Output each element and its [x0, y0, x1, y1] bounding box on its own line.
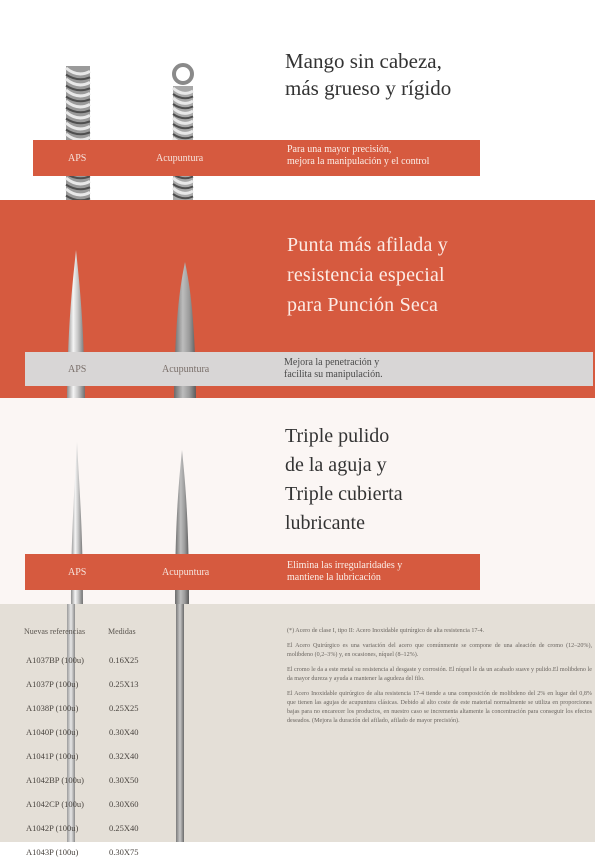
- measure-value: 0.32X40: [109, 751, 139, 761]
- measure-value: 0.25X40: [109, 823, 139, 833]
- title-line: lubricante: [285, 512, 365, 534]
- acupuntura-coiled-handle-image: [165, 64, 201, 200]
- section-3-description: [287, 560, 402, 584]
- reference-code: A1038P (100u): [26, 703, 79, 713]
- measure-value: 0.30X40: [109, 727, 139, 737]
- title-line: de la aguja y: [285, 454, 387, 476]
- section-3-band: [25, 554, 480, 590]
- section-3-title: [285, 422, 403, 538]
- section-2-description: [284, 357, 383, 381]
- section-1-description: [287, 144, 429, 168]
- title-line: para Punción Seca: [287, 294, 439, 316]
- desc-line: Para una mayor precisión,: [287, 144, 392, 155]
- reference-code: A1037BP (100u): [26, 655, 85, 665]
- title-line: Mango sin cabeza,: [285, 49, 442, 73]
- title-line: más grueso y rígido: [285, 76, 452, 100]
- table-header-measures: Medidas: [108, 627, 136, 636]
- measure-value: 0.30X60: [109, 799, 139, 809]
- reference-code: A1042CP (100u): [26, 799, 85, 809]
- reference-code: A1037P (100u): [26, 679, 79, 689]
- title-line: Triple pulido: [285, 425, 390, 447]
- desc-line: facilita su manipulación.: [284, 369, 383, 380]
- measure-value: 0.25X13: [109, 679, 139, 689]
- label-acupuntura: Acupuntura: [156, 153, 204, 164]
- title-line: Punta más afilada y: [287, 234, 448, 256]
- label-aps: APS: [68, 153, 87, 164]
- acupuntura-needle-shaft-image: [176, 604, 184, 842]
- title-line: Triple cubierta: [285, 483, 403, 505]
- material-notes: [287, 627, 592, 732]
- desc-line: mejora la manipulación y el control: [287, 156, 430, 167]
- desc-line: mantiene la lubricación: [287, 572, 381, 583]
- desc-line: Mejora la penetración y: [284, 357, 380, 368]
- title-line: resistencia especial: [287, 264, 445, 286]
- reference-code: A1041P (100u): [26, 751, 79, 761]
- measure-value: 0.25X25: [109, 703, 139, 713]
- measure-value: 0.30X50: [109, 775, 139, 785]
- label-aps: APS: [68, 567, 87, 578]
- reference-code: A1042BP (100u): [26, 775, 85, 785]
- note-paragraph: El Acero Quirúrgico es una variación del acero que comúnmente se compone de una aleación de cromo (12–20%), molibdeno (0,2–3%) y, en ocasiones, níquel (8–12%).: [287, 643, 592, 658]
- reference-code: A1042P (100u): [26, 823, 79, 833]
- label-acupuntura: Acupuntura: [162, 364, 210, 375]
- label-acupuntura: Acupuntura: [162, 567, 210, 578]
- note-paragraph: El cromo le da a este metal su resistencia al desgaste y corrosión. El níquel le da un acabado suave y pulido.El molibdeno le da mayor dureza y ayuda a mantener la agudeza del filo.: [287, 667, 592, 682]
- reference-code: A1040P (100u): [26, 727, 79, 737]
- note-paragraph: (*) Acero de clase I, tipo II: Acero Inoxidable quirúrgico de alta resistencia 17-4.: [287, 628, 485, 634]
- section-1-title: [285, 48, 451, 102]
- desc-line: Elimina las irregularidades y: [287, 560, 403, 571]
- label-aps: APS: [68, 364, 87, 375]
- table-header-references: Nuevas referencias: [24, 627, 86, 636]
- measure-value: 0.30X75: [109, 847, 139, 857]
- note-paragraph: El Acero Inoxidable quirúrgico de alta resistencia 17-4 tiende a una composición de molibdeno del 2% en lugar del 0,8% que tienen las agujas de acupuntura clásicas. Debido al alto coste de este material normalmente se utiliza en proporciones bajas para no encarecer los productos, en nuestro caso se incrementa altamente la concentración para conseguir los efectos deseados. (Mejora la duración del afilado, afilado de mayor precisión).: [287, 691, 592, 724]
- reference-code: A1043P (100u): [26, 847, 79, 857]
- measure-value: 0.16X25: [109, 655, 139, 665]
- section-2-title: [287, 230, 448, 320]
- aps-coiled-handle-image: [60, 66, 96, 200]
